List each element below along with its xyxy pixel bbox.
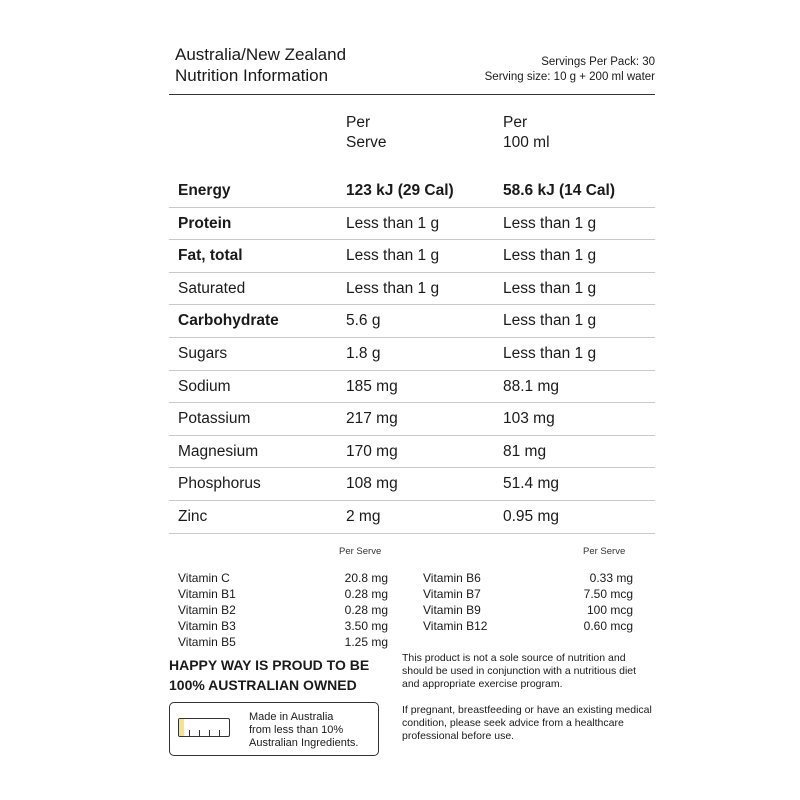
- column-headers: [169, 113, 655, 175]
- nutrient-row-saturated: [169, 273, 655, 306]
- vitamin-values-left: [327, 570, 388, 650]
- australian-ingredients-bar-fill: [179, 719, 184, 736]
- vitamin-value: 100 mcg: [586, 602, 633, 617]
- vitamin-value: 7.50 mcg: [583, 586, 633, 601]
- vitamin-names-left: [178, 570, 236, 650]
- vitamin-names-right: [423, 570, 487, 634]
- nutrient-per-100ml: 88.1 mg: [503, 377, 560, 395]
- nutrient-per-100ml: 58.6 kJ (14 Cal): [503, 182, 616, 199]
- nutrient-row-carbohydrate: [169, 305, 655, 338]
- nutrient-name: Protein: [178, 214, 232, 232]
- per-100ml-header-line2: 100 ml: [503, 134, 550, 151]
- nutrient-row-phosphorus: [169, 468, 655, 501]
- nutrient-name: Sodium: [178, 377, 231, 395]
- per-serve-header: [346, 113, 387, 153]
- servings-info: [485, 55, 655, 85]
- bar-tick: [219, 730, 220, 736]
- vitamin-name: Vitamin B7: [423, 586, 481, 601]
- per-100ml-header: [503, 113, 550, 153]
- vitamin-name: Vitamin C: [178, 570, 230, 585]
- nutrient-row-energy: [169, 175, 655, 208]
- vitamin-name: Vitamin B3: [178, 618, 236, 633]
- vitamin-name: Vitamin B9: [423, 602, 481, 617]
- nutrient-per-100ml: 51.4 mg: [503, 475, 560, 493]
- serving-size: Serving size: 10 g + 200 ml water: [484, 71, 655, 83]
- nutrient-per-100ml: Less than 1 g: [503, 214, 597, 232]
- nutrient-name: Zinc: [178, 507, 208, 525]
- nutrient-per-serve: 123 kJ (29 Cal): [346, 182, 454, 199]
- nutrient-per-serve: Less than 1 g: [346, 214, 440, 232]
- vitamin-name: Vitamin B12: [423, 618, 488, 633]
- nutrient-per-serve: 185 mg: [346, 377, 398, 395]
- vitamin-value: 3.50 mg: [344, 618, 388, 633]
- nutrient-name: Carbohydrate: [178, 312, 279, 330]
- nutrient-per-100ml: Less than 1 g: [503, 344, 597, 362]
- vitamin-value: 0.60 mcg: [583, 618, 633, 633]
- nutrient-per-serve: 170 mg: [346, 442, 398, 460]
- made-line-3: Australian Ingredients.: [249, 737, 359, 749]
- nutrient-per-serve: 217 mg: [346, 410, 398, 428]
- made-in-australia-box: [169, 702, 379, 756]
- proud-line-2: 100% AUSTRALIAN OWNED: [169, 677, 357, 693]
- nutrient-row-potassium: [169, 403, 655, 436]
- nutrient-row-protein: [169, 208, 655, 241]
- nutrient-name: Energy: [178, 182, 231, 199]
- servings-per-pack: Servings Per Pack: 30: [541, 56, 655, 68]
- vitamin-name: Vitamin B2: [178, 602, 236, 617]
- title-line-2: Nutrition Information: [175, 66, 329, 85]
- disclaimer-medical: If pregnant, breastfeeding or have an existing medical condition, please seek advice from a healthcare professional before use.: [402, 704, 652, 742]
- per-100ml-header-line1: Per: [503, 114, 528, 131]
- vitamin-value: 0.28 mg: [344, 586, 388, 601]
- title-line-1: Australia/New Zealand: [175, 45, 347, 64]
- bar-tick: [209, 730, 210, 736]
- disclaimer-nutrition: This product is not a sole source of nutrition and should be used in conjunction with a nutritious diet and appropriate exercise program.: [402, 652, 637, 690]
- nutrient-per-serve: 2 mg: [346, 507, 381, 525]
- nutrient-per-serve: 108 mg: [346, 475, 398, 493]
- nutrient-row-zinc: [169, 501, 655, 534]
- nutrient-per-serve: 1.8 g: [346, 344, 381, 362]
- nutrient-per-100ml: Less than 1 g: [503, 279, 597, 297]
- made-in-australia-text: [249, 711, 358, 750]
- bar-tick: [199, 730, 200, 736]
- nutrient-name: Potassium: [178, 410, 251, 428]
- vitamin-table: [169, 546, 655, 656]
- nutrient-name: Magnesium: [178, 442, 259, 460]
- vitamin-value: 0.28 mg: [344, 602, 388, 617]
- australian-ingredients-bar-icon: [178, 718, 230, 737]
- disclaimer: [402, 652, 652, 756]
- nutrient-per-100ml: Less than 1 g: [503, 247, 597, 265]
- nutrient-name: Phosphorus: [178, 475, 261, 493]
- nutrient-per-100ml: 103 mg: [503, 410, 555, 428]
- nutrient-row-magnesium: [169, 436, 655, 469]
- bar-tick: [189, 730, 190, 736]
- nutrient-per-100ml: 81 mg: [503, 442, 547, 460]
- nutrient-row-sodium: [169, 371, 655, 404]
- nutrient-name: Saturated: [178, 279, 246, 297]
- vitamin-value: 1.25 mg: [344, 634, 388, 649]
- vitamin-value: 0.33 mg: [589, 570, 633, 585]
- nutrient-row-sugars: [169, 338, 655, 371]
- made-line-1: Made in Australia: [249, 711, 334, 723]
- made-line-2: from less than 10%: [249, 724, 344, 736]
- nutrient-name: Sugars: [178, 344, 228, 362]
- nutrition-panel: [169, 38, 655, 656]
- per-serve-header-line2: Serve: [346, 134, 387, 151]
- vitamin-name: Vitamin B6: [423, 570, 481, 585]
- vitamin-per-serve-label-right: Per Serve: [583, 545, 626, 557]
- vitamin-value: 20.8 mg: [344, 570, 388, 585]
- nutrient-per-serve: 5.6 g: [346, 312, 381, 330]
- panel-header: [169, 38, 655, 95]
- nutrient-row-fat-total: [169, 240, 655, 273]
- vitamin-name: Vitamin B1: [178, 586, 236, 601]
- nutrient-per-serve: Less than 1 g: [346, 279, 440, 297]
- nutrient-table: [169, 175, 655, 534]
- per-serve-header-line1: Per: [346, 114, 371, 131]
- nutrient-per-100ml: 0.95 mg: [503, 507, 560, 525]
- australian-owned-statement: [169, 655, 369, 695]
- nutrient-per-serve: Less than 1 g: [346, 247, 440, 265]
- vitamin-name: Vitamin B5: [178, 634, 236, 649]
- nutrient-name: Fat, total: [178, 247, 243, 265]
- proud-line-1: HAPPY WAY IS PROUD TO BE: [169, 657, 370, 673]
- nutrient-per-100ml: Less than 1 g: [503, 312, 597, 330]
- vitamin-per-serve-label-left: Per Serve: [339, 545, 382, 557]
- vitamin-values-right: [554, 570, 633, 634]
- panel-title: [175, 44, 346, 86]
